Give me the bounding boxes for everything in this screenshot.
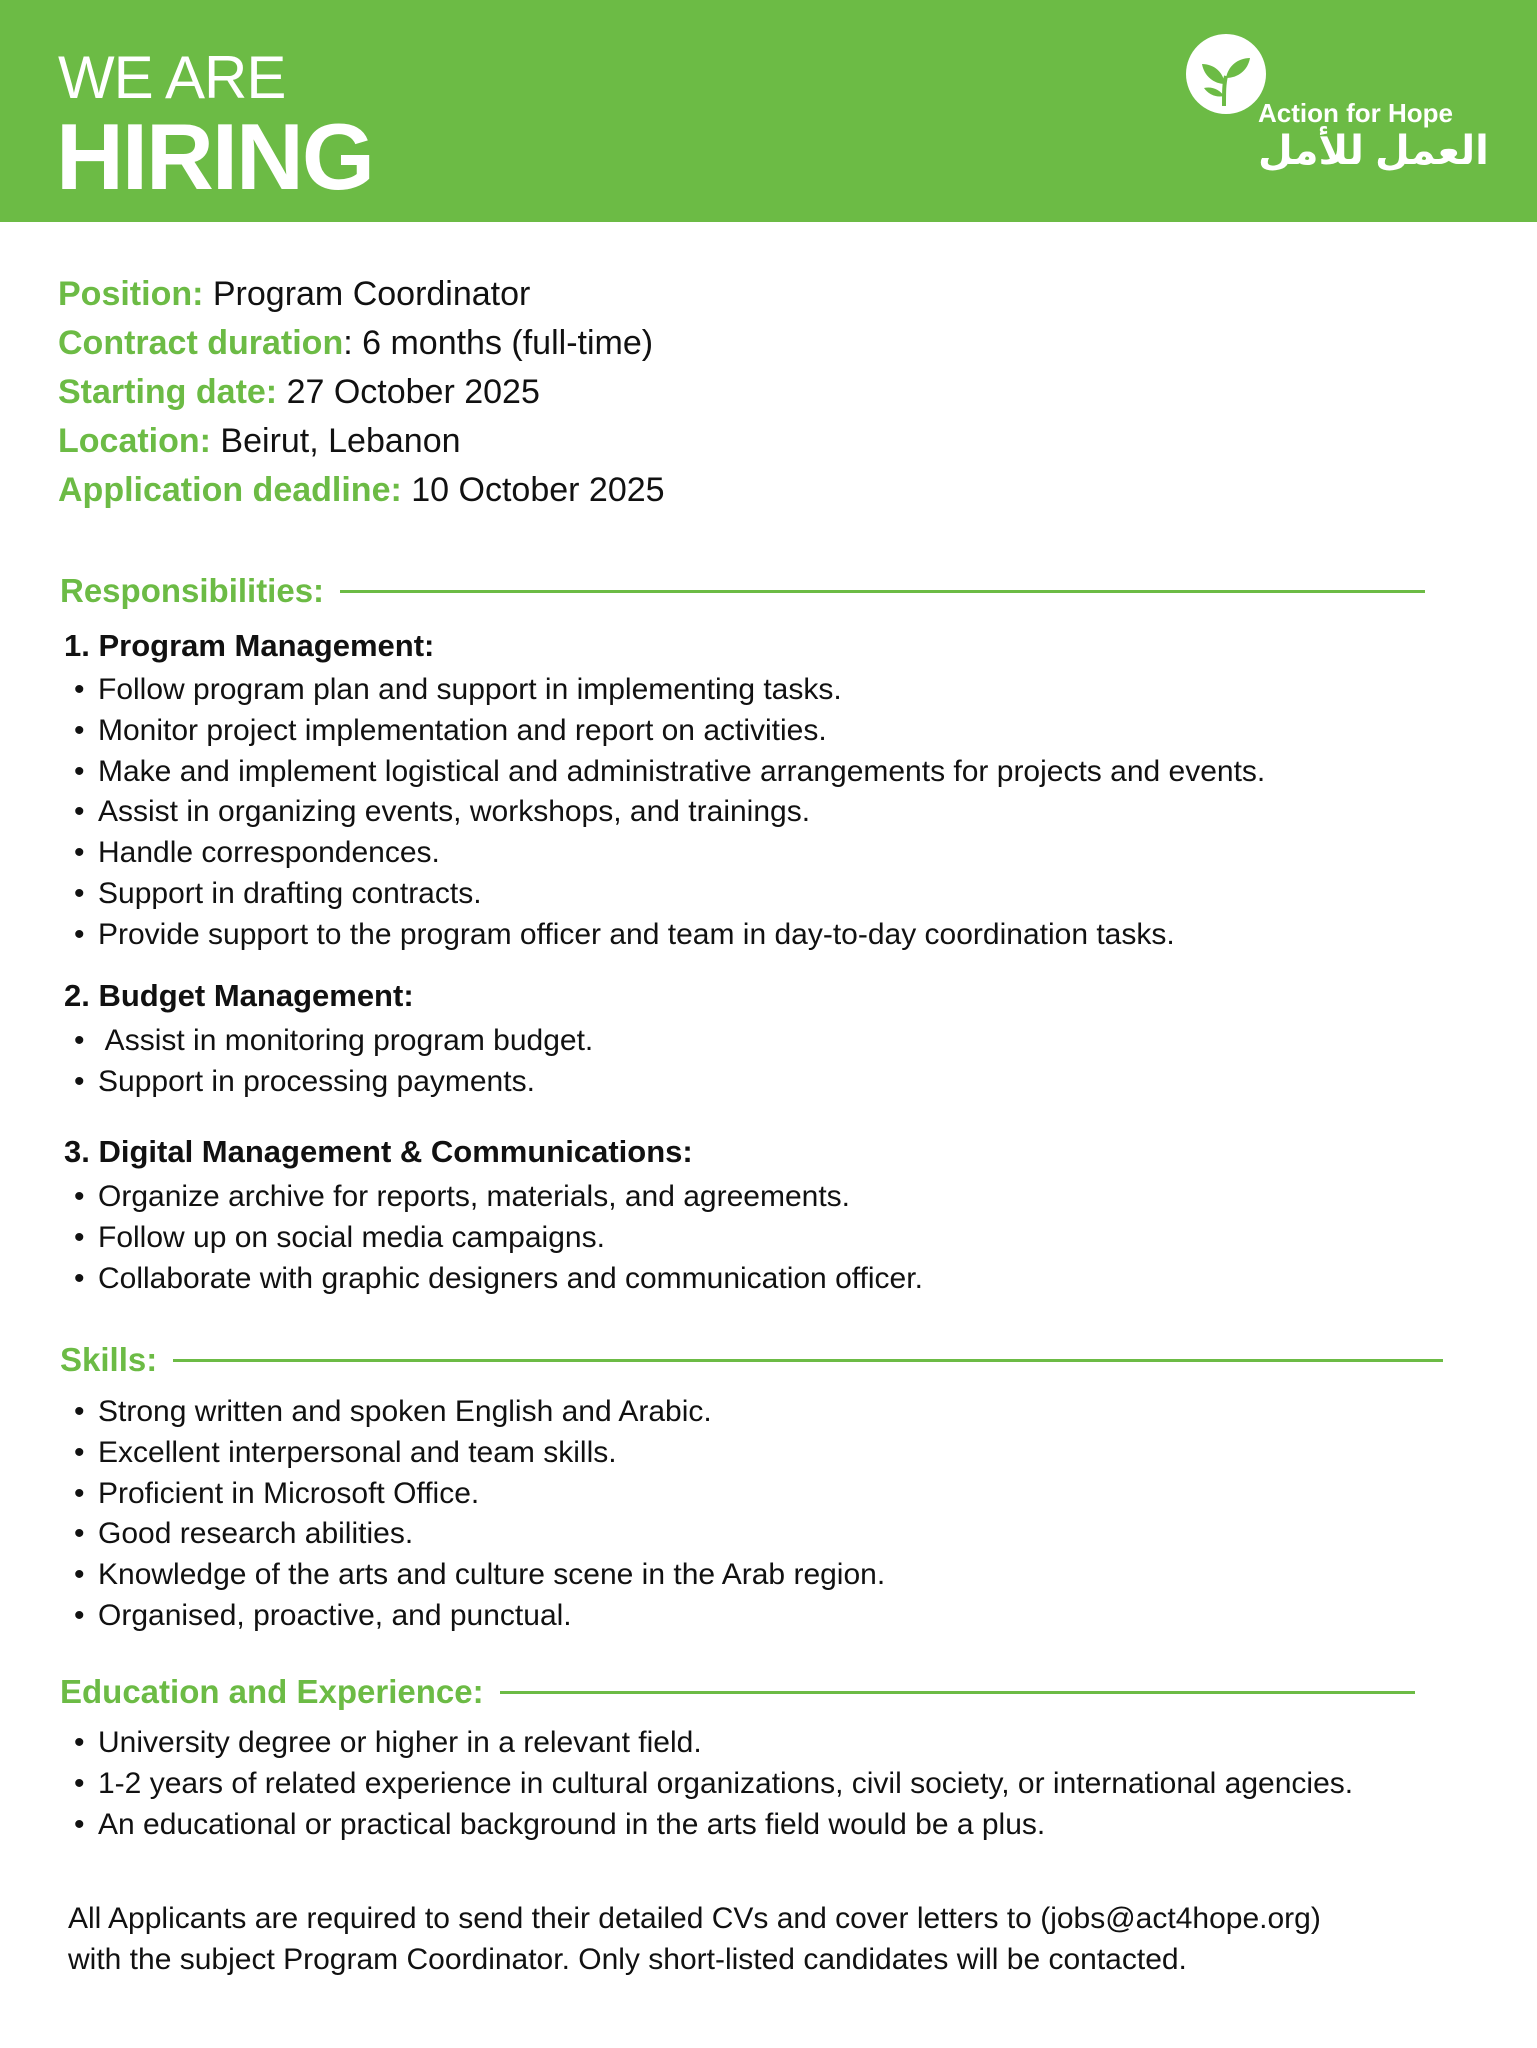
section-divider	[500, 1691, 1415, 1694]
group-title-budget-management: 2. Budget Management:	[64, 978, 414, 1013]
detail-position	[58, 270, 665, 319]
detail-contract-duration	[58, 319, 665, 368]
instructions-line-1: All Applicants are required to send their detailed CVs and cover letters to (jobs@act4hope.org)	[68, 1902, 1321, 1935]
instructions-line-2: with the subject Program Coordinator. Only short-listed candidates will be contacted.	[68, 1943, 1187, 1976]
detail-value: Program Coordinator	[203, 275, 531, 313]
skills-heading	[60, 1340, 1443, 1380]
detail-value: : 6 months (full-time)	[343, 324, 654, 362]
list-item: • Monitor project implementation and report on activities.	[74, 711, 1265, 752]
section-title: Responsibilities:	[60, 572, 325, 609]
list-item: • Assist in monitoring program budget.	[74, 1021, 593, 1062]
digital-management-list	[74, 1177, 923, 1299]
list-item: • Proficient in Microsoft Office.	[74, 1474, 885, 1515]
education-heading	[60, 1672, 1415, 1712]
responsibilities-heading	[60, 571, 1425, 611]
logo-name-english: Action for Hope	[1258, 98, 1453, 128]
detail-label: Starting date:	[58, 373, 278, 411]
action-for-hope-logo	[1180, 28, 1489, 188]
list-item: • Strong written and spoken English and Arabic.	[74, 1392, 885, 1433]
list-item: • Make and implement logistical and administrative arrangements for projects and events.	[74, 752, 1265, 793]
list-item: • An educational or practical background in the arts field would be a plus.	[74, 1805, 1353, 1846]
header-hiring: HIRING	[56, 104, 373, 209]
list-item: • Follow up on social media campaigns.	[74, 1218, 923, 1259]
section-title: Education and Experience:	[60, 1673, 484, 1710]
section-divider	[340, 590, 1425, 593]
logo-name-arabic: العمل للأمل	[1258, 129, 1489, 173]
section-divider	[173, 1359, 1443, 1362]
detail-value: Beirut, Lebanon	[210, 422, 461, 460]
list-item: • Handle correspondences.	[74, 833, 1265, 874]
list-item: • Collaborate with graphic designers and communication officer.	[74, 1259, 923, 1300]
detail-value: 27 October 2025	[277, 373, 540, 411]
list-item: • Support in drafting contracts.	[74, 874, 1265, 915]
detail-label: Contract duration	[58, 324, 344, 362]
program-management-list	[74, 670, 1265, 956]
logo-leaf-icon	[1184, 32, 1268, 116]
list-item: • Support in processing payments.	[74, 1062, 593, 1103]
list-item: • Provide support to the program officer and team in day-to-day coordination tasks.	[74, 915, 1265, 956]
group-title-program-management: 1. Program Management:	[64, 628, 435, 663]
list-item: • Follow program plan and support in implementing tasks.	[74, 670, 1265, 711]
detail-label: Application deadline:	[58, 471, 402, 509]
group-title-digital-management: 3. Digital Management & Communications:	[64, 1134, 693, 1169]
detail-application-deadline	[58, 466, 665, 515]
list-item: • 1-2 years of related experience in cultural organizations, civil society, or international agencies.	[74, 1764, 1353, 1805]
education-list	[74, 1723, 1353, 1845]
list-item: • Excellent interpersonal and team skills.	[74, 1433, 885, 1474]
detail-value: 10 October 2025	[401, 471, 665, 509]
list-item: • Organize archive for reports, materials, and agreements.	[74, 1177, 923, 1218]
header-banner	[0, 0, 1537, 222]
budget-management-list	[74, 1021, 593, 1103]
list-item: • University degree or higher in a relevant field.	[74, 1723, 1353, 1764]
detail-location	[58, 417, 665, 466]
detail-label: Location:	[58, 422, 211, 460]
header-we-are: WE ARE	[58, 44, 286, 111]
list-item: • Good research abilities.	[74, 1514, 885, 1555]
section-title: Skills:	[60, 1341, 158, 1378]
skills-list	[74, 1392, 885, 1637]
job-details	[58, 270, 665, 515]
list-item: • Organised, proactive, and punctual.	[74, 1596, 885, 1637]
detail-label: Position:	[58, 275, 204, 313]
application-instructions	[68, 1898, 1488, 1980]
list-item: • Knowledge of the arts and culture scene in the Arab region.	[74, 1555, 885, 1596]
list-item: • Assist in organizing events, workshops, and trainings.	[74, 792, 1265, 833]
detail-starting-date	[58, 368, 665, 417]
